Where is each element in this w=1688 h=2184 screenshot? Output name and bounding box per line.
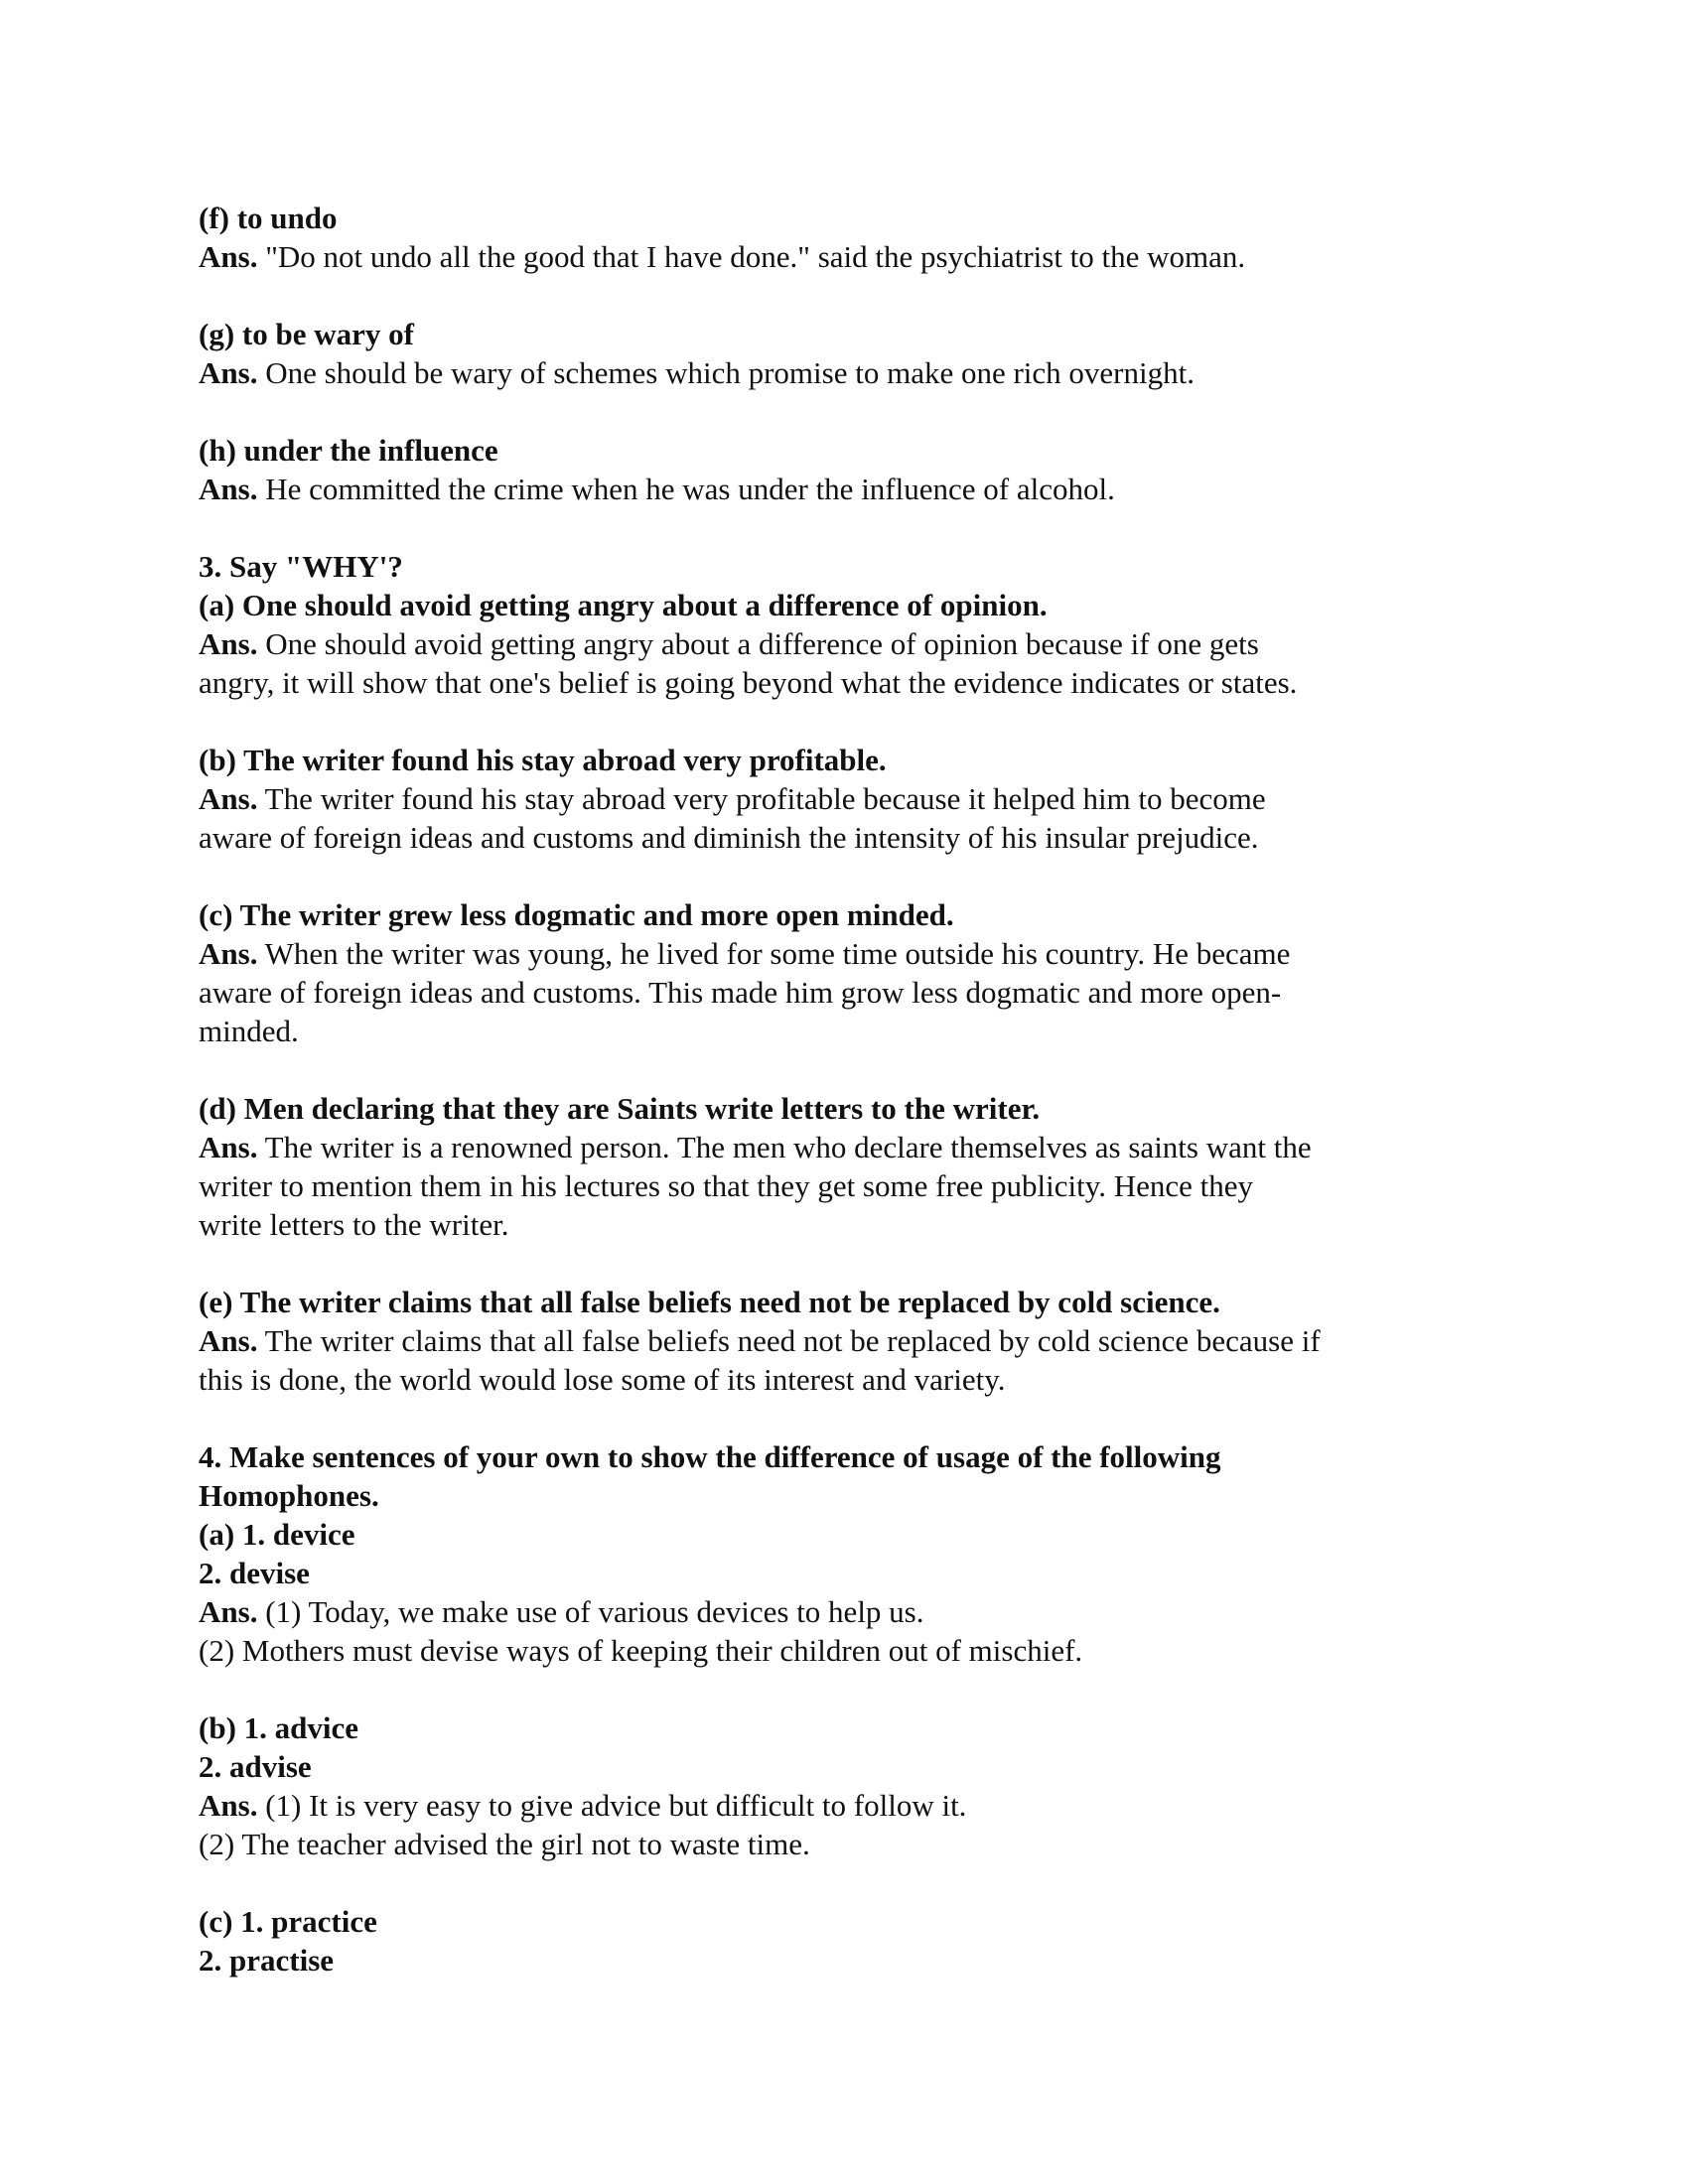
question-text: (d) Men declaring that they are Saints write letters to the writer. [199, 1091, 1041, 1126]
homophone-word-2: 2. devise [199, 1556, 310, 1590]
answer-line: minded. [199, 1014, 299, 1048]
ans-label: Ans. [199, 1130, 258, 1164]
answer-text: When the writer was young, he lived for some time outside his country. He became [264, 936, 1291, 971]
answer-line [199, 353, 1509, 392]
section-title: 3. Say "WHY'? [199, 549, 403, 584]
question-text: (b) The writer found his stay abroad very profitable. [199, 743, 887, 777]
why-question-e [199, 1283, 1509, 1399]
answer-line: angry, it will show that one's belief is going beyond what the evidence indicates or states. [199, 665, 1298, 700]
answer-line [199, 779, 1509, 818]
answer-line: (2) Mothers must devise ways of keeping their children out of mischief. [199, 1633, 1083, 1668]
ans-label: Ans. [199, 239, 258, 274]
answer-text: One should be wary of schemes which promise to make one rich overnight. [265, 355, 1195, 390]
answer-text: The writer is a renowned person. The men who declare themselves as saints want the [264, 1130, 1312, 1164]
question-block-h [199, 431, 1509, 508]
homophone-group-a [199, 1515, 1509, 1670]
answer-text: He committed the crime when he was under the influence of alcohol. [265, 472, 1115, 506]
question-text: (e) The writer claims that all false beliefs need not be replaced by cold science. [199, 1285, 1220, 1319]
answer-line [199, 934, 1509, 973]
ans-label: Ans. [199, 936, 258, 971]
question-heading: (h) under the influence [199, 433, 498, 468]
answer-line: write letters to the writer. [199, 1207, 509, 1242]
answer-line [199, 1321, 1509, 1360]
answer-line: aware of foreign ideas and customs. This made him grow less dogmatic and more open- [199, 975, 1282, 1010]
ans-label: Ans. [199, 781, 258, 816]
question-heading: (f) to undo [199, 201, 338, 235]
why-question-c [199, 895, 1509, 1050]
section-title-cont: Homophones. [199, 1478, 379, 1513]
answer-line [199, 237, 1509, 276]
question-text: (c) The writer grew less dogmatic and more open minded. [199, 897, 954, 932]
answer-line [199, 1592, 1509, 1631]
answer-line: (2) The teacher advised the girl not to waste time. [199, 1827, 810, 1861]
section-3 [199, 547, 1509, 1399]
answer-text: The writer claims that all false beliefs need not be replaced by cold science because if [264, 1323, 1321, 1358]
why-question-b [199, 741, 1509, 857]
document-body [199, 199, 1509, 1979]
answer-text: (1) It is very easy to give advice but difficult to follow it. [265, 1788, 967, 1823]
homophone-word-2: 2. practise [199, 1943, 335, 1978]
answer-text: (1) Today, we make use of various devices to help us. [265, 1594, 924, 1629]
ans-label: Ans. [199, 472, 258, 506]
answer-line [199, 470, 1509, 508]
ans-label: Ans. [199, 1788, 258, 1823]
answer-text: One should avoid getting angry about a difference of opinion because if one gets [265, 626, 1259, 661]
homophone-group-c [199, 1902, 1509, 1979]
homophone-word-1: (c) 1. practice [199, 1904, 377, 1939]
answer-line [199, 1786, 1509, 1825]
why-question-a [199, 586, 1509, 702]
section-title: 4. Make sentences of your own to show the difference of usage of the following [199, 1439, 1221, 1474]
answer-line [199, 1128, 1509, 1166]
ans-label: Ans. [199, 626, 258, 661]
homophone-group-b [199, 1708, 1509, 1863]
question-heading: (g) to be wary of [199, 317, 414, 351]
question-block-f [199, 199, 1509, 276]
why-question-d [199, 1089, 1509, 1244]
answer-line: this is done, the world would lose some of its interest and variety. [199, 1362, 1006, 1397]
question-text: (a) One should avoid getting angry about a difference of opinion. [199, 588, 1048, 622]
section-4 [199, 1437, 1509, 1979]
ans-label: Ans. [199, 1323, 258, 1358]
answer-line: aware of foreign ideas and customs and diminish the intensity of his insular prejudice. [199, 820, 1259, 855]
ans-label: Ans. [199, 355, 258, 390]
homophone-word-2: 2. advise [199, 1749, 312, 1784]
homophone-word-1: (b) 1. advice [199, 1710, 359, 1745]
answer-text: "Do not undo all the good that I have done." said the psychiatrist to the woman. [265, 239, 1246, 274]
question-block-g [199, 315, 1509, 392]
ans-label: Ans. [199, 1594, 258, 1629]
homophone-word-1: (a) 1. device [199, 1517, 355, 1552]
answer-line [199, 624, 1509, 663]
answer-line: writer to mention them in his lectures so that they get some free publicity. Hence they [199, 1168, 1254, 1203]
answer-text: The writer found his stay abroad very profitable because it helped him to become [264, 781, 1266, 816]
